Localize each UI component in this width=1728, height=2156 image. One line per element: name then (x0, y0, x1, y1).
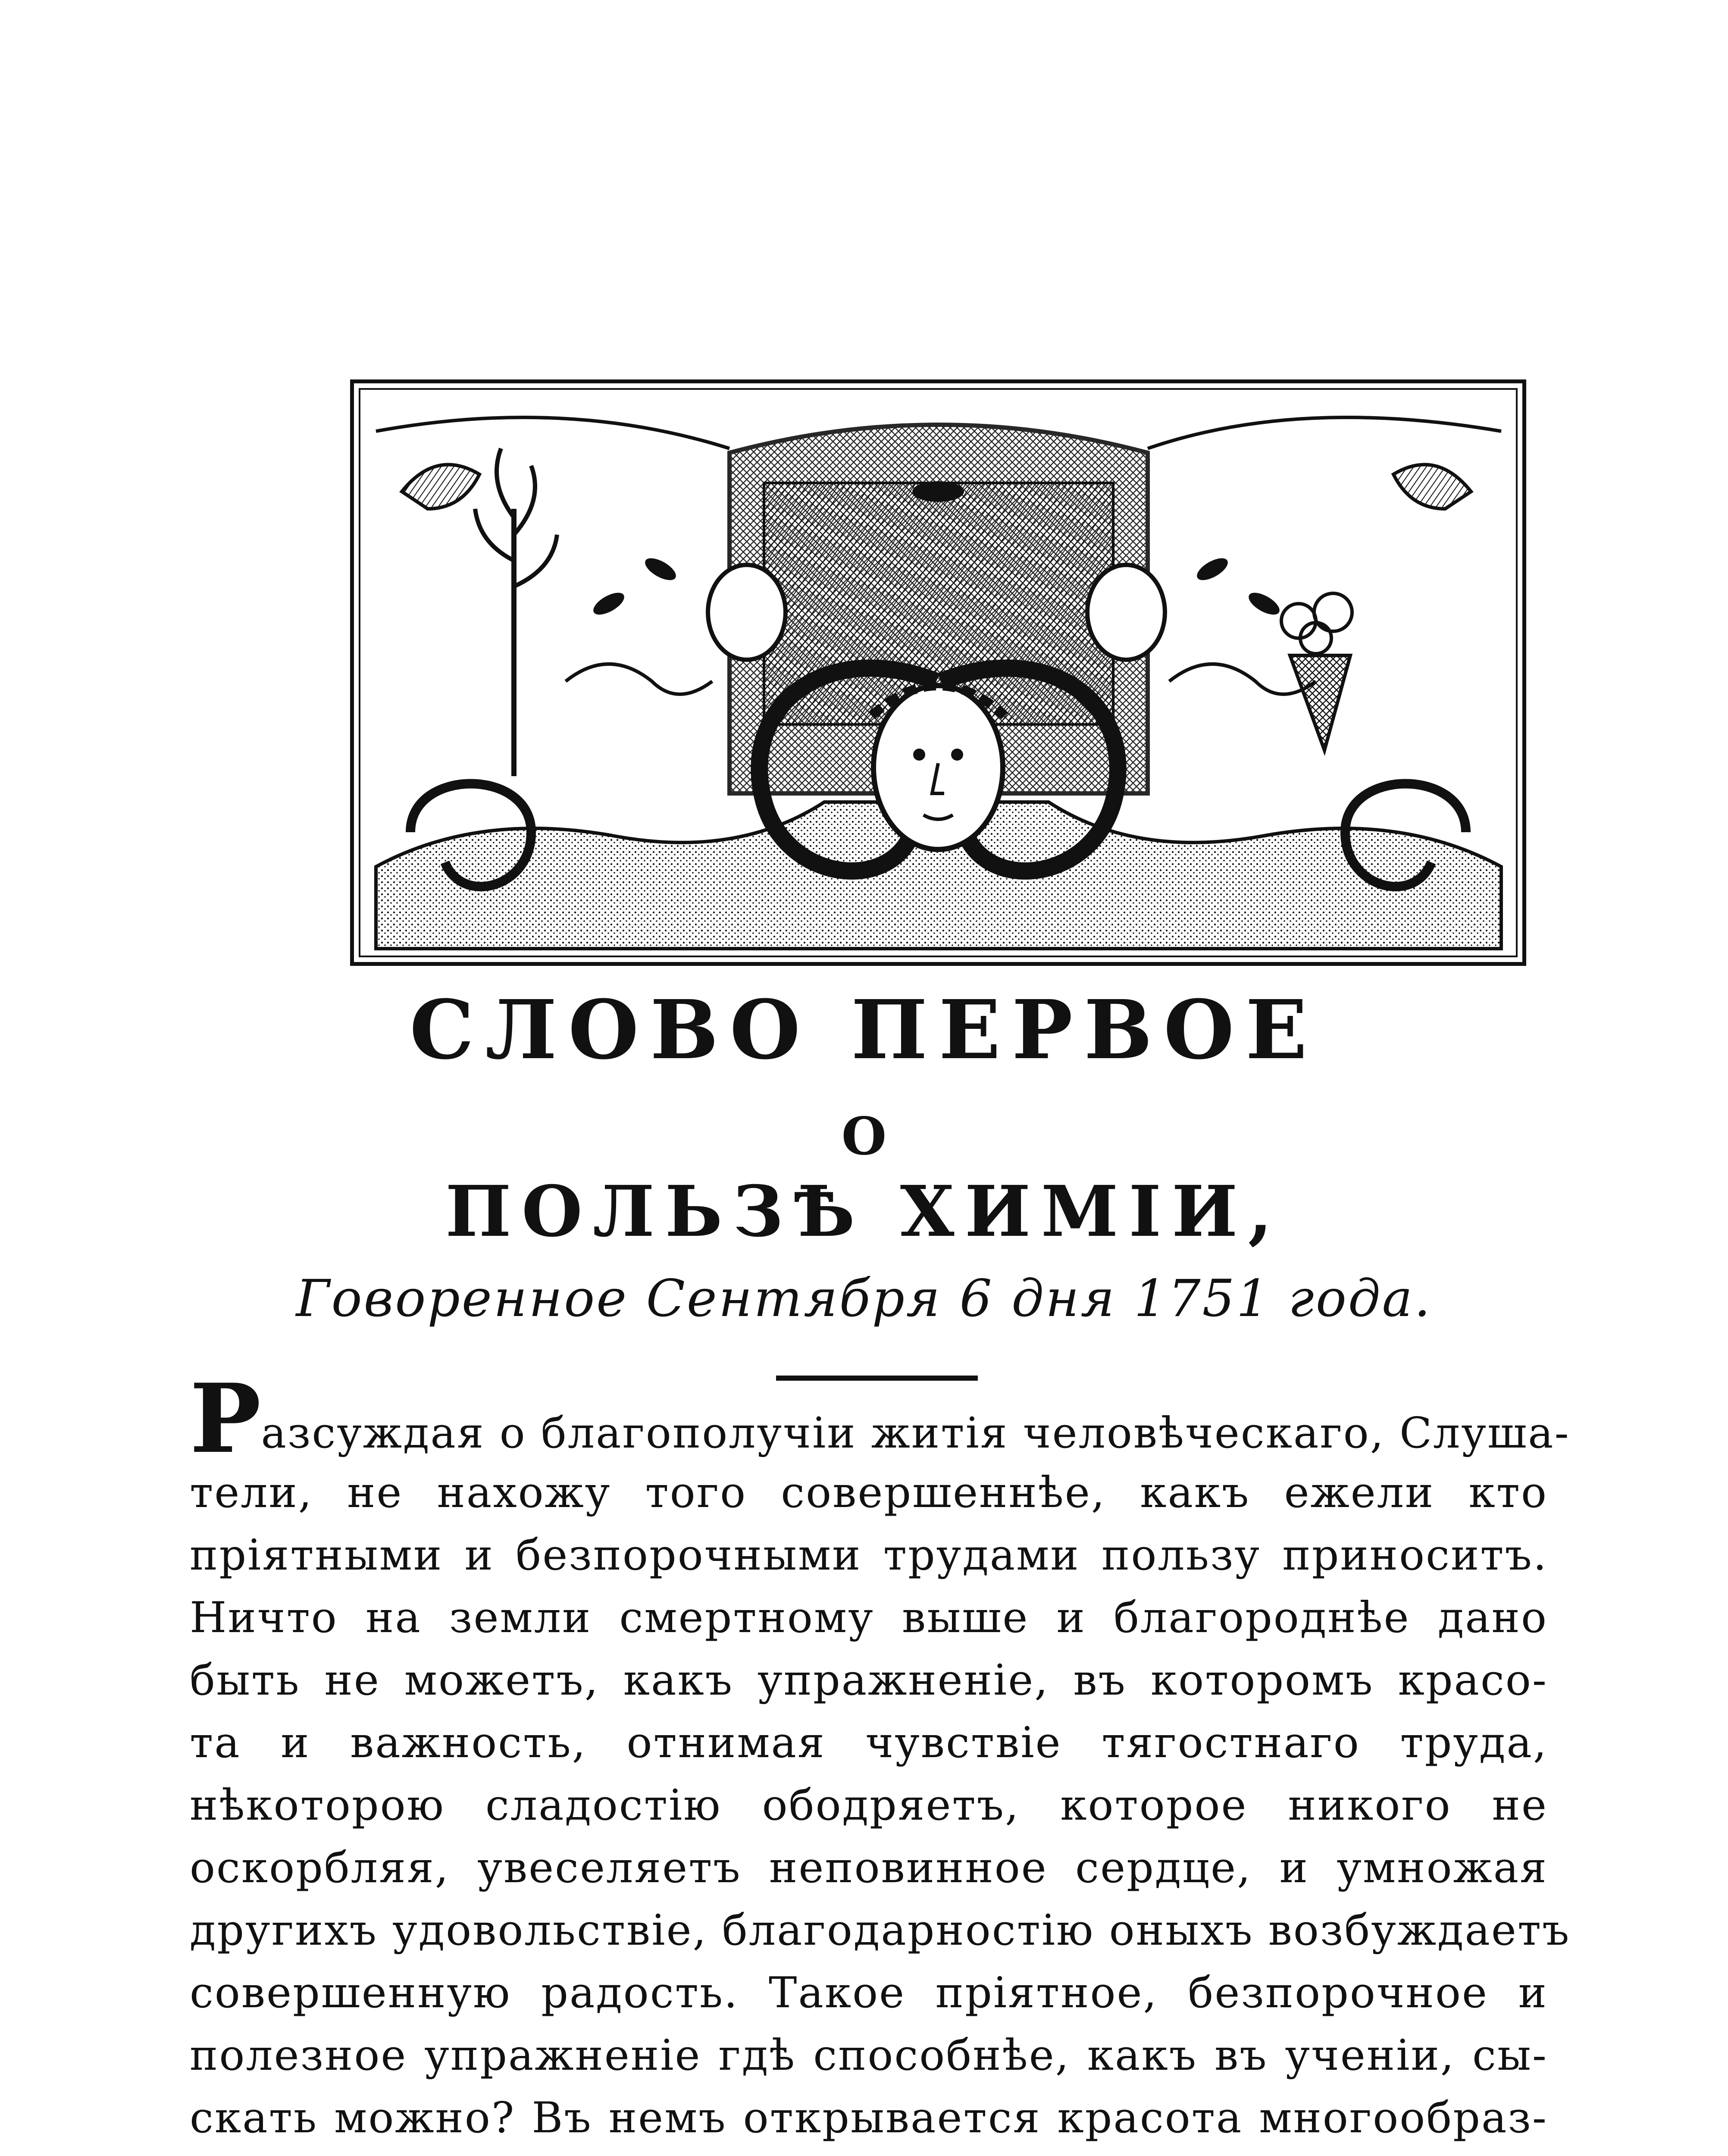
body-paragraph (190, 1363, 1571, 2150)
drop-cap: Р (190, 1363, 261, 1474)
text-line: пріятными и безпорочными трудами пользу приноситъ. (190, 1531, 1548, 1580)
text-line: быть не можетъ, какъ упражненіе, въ которомъ красо- (190, 1656, 1548, 1705)
text-line: та и важность, отнимая чувствіе тягостнаго труда, (190, 1718, 1548, 1767)
headpiece-ornament-icon (350, 379, 1526, 966)
text-line: скать можно? Въ немъ открывается красота многообраз- (190, 2093, 1548, 2143)
text-line: нѣкоторою сладостію ободряетъ, которое никого не (190, 1781, 1548, 1830)
text-line (190, 1363, 1570, 1474)
divider-rule (776, 1376, 978, 1381)
dateline: Говоренное Сентября 6 дня 1751 года. (296, 1269, 1432, 1328)
text-line: другихъ удовольствіе, благодарностію оныхъ возбуждаетъ (190, 1906, 1571, 1955)
text-line: тели, не нахожу того совершеннѣе, какъ ежели кто (190, 1468, 1548, 1517)
chapter-title: СЛОВО ПЕРВОЕ (410, 982, 1318, 1078)
text-line: оскорбляя, увеселяетъ неповинное сердце, и умножая (190, 1843, 1548, 1893)
text-line: Ничто на земли смертному выше и благороднѣе дано (190, 1593, 1548, 1642)
text-line-content: азсуждая о благополучіи житія человѣческаго, Слуша- (261, 1409, 1570, 1458)
chapter-subject: ПОЛЬЗѢ ХИМІИ, (445, 1171, 1283, 1253)
text-line: совершенную радость. Такое пріятное, безпорочное и (190, 1968, 1548, 2018)
title-preposition: О (841, 1106, 887, 1167)
text-line: полезное упражненіе гдѣ способнѣе, какъ въ ученіи, сы- (190, 2031, 1548, 2080)
